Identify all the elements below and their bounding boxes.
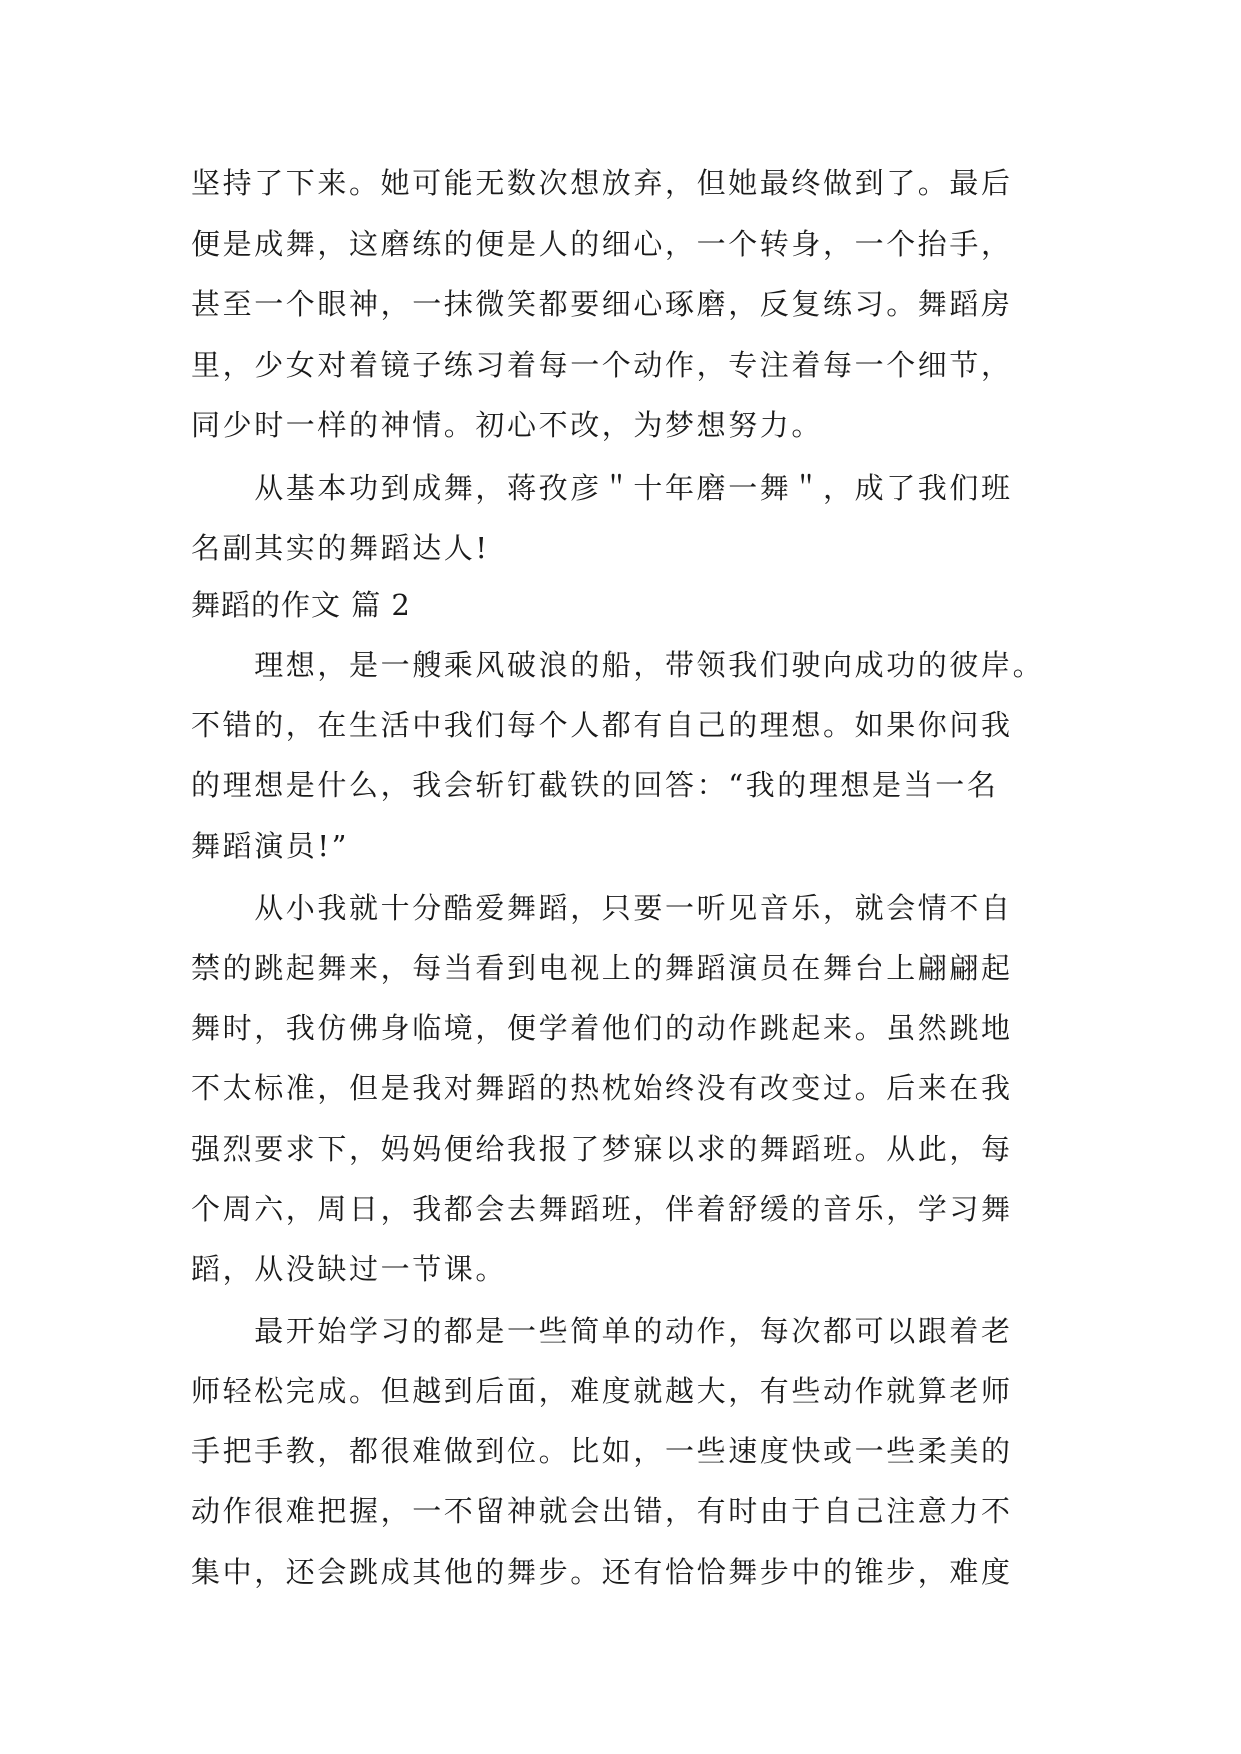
- text-line: 里，少女对着镜子练习着每一个动作，专注着每一个细节，: [191, 348, 1013, 382]
- text-line: 蹈，从没缺过一节课。: [191, 1252, 508, 1286]
- text-line: 从基本功到成舞，蒋孜彦＂十年磨一舞＂，成了我们班: [191, 471, 1013, 505]
- text-line: 禁的跳起舞来，每当看到电视上的舞蹈演员在舞台上翩翩起: [191, 951, 1013, 985]
- text-line: 同少时一样的神情。初心不改，为梦想努力。: [191, 408, 824, 442]
- text-line: 舞时，我仿佛身临境，便学着他们的动作跳起来。虽然跳地: [191, 1011, 1013, 1045]
- text-line: 舞蹈演员!”: [191, 829, 350, 863]
- text-line: 手把手教，都很难做到位。比如，一些速度快或一些柔美的: [191, 1434, 1013, 1468]
- text-line: 强烈要求下，妈妈便给我报了梦寐以求的舞蹈班。从此，每: [191, 1132, 1013, 1166]
- text-line: 名副其实的舞蹈达人!: [191, 531, 490, 565]
- text-line: 师轻松完成。但越到后面，难度就越大，有些动作就算老师: [191, 1374, 1013, 1408]
- text-line: 个周六，周日，我都会去舞蹈班，伴着舒缓的音乐，学习舞: [191, 1192, 1013, 1226]
- text-line: 不错的，在生活中我们每个人都有自己的理想。如果你问我: [191, 708, 1013, 742]
- text-line: 甚至一个眼神，一抹微笑都要细心琢磨，反复练习。舞蹈房: [191, 287, 1013, 321]
- text-line: 坚持了下来。她可能无数次想放弃，但她最终做到了。最后: [191, 166, 1013, 200]
- text-line: 集中，还会跳成其他的舞步。还有恰恰舞步中的锥步，难度: [191, 1555, 1013, 1589]
- section-heading: 舞蹈的作文 篇 2: [191, 588, 411, 622]
- text-line: 理想，是一艘乘风破浪的船，带领我们驶向成功的彼岸。: [191, 648, 1045, 682]
- text-line: 便是成舞，这磨练的便是人的细心，一个转身，一个抬手，: [191, 227, 1013, 261]
- text-line: 的理想是什么，我会斩钉截铁的回答：“我的理想是当一名: [191, 768, 999, 802]
- text-line: 从小我就十分酷爱舞蹈，只要一听见音乐，就会情不自: [191, 891, 1013, 925]
- text-line: 动作很难把握，一不留神就会出错，有时由于自己注意力不: [191, 1494, 1013, 1528]
- text-line: 不太标准，但是我对舞蹈的热枕始终没有改变过。后来在我: [191, 1071, 1013, 1105]
- text-line: 最开始学习的都是一些简单的动作，每次都可以跟着老: [191, 1314, 1013, 1348]
